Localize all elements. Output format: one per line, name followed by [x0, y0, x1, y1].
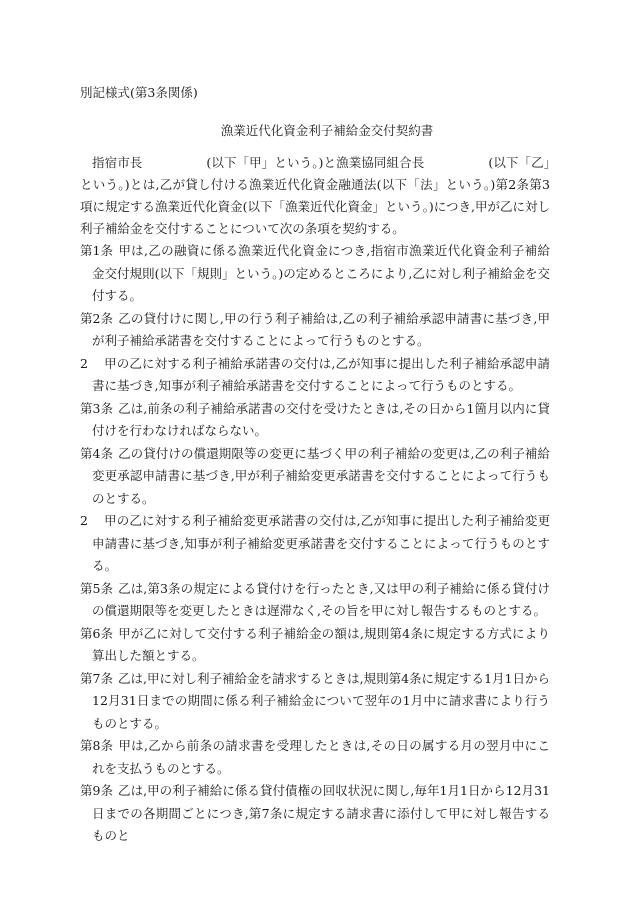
party-a-name: 指宿市長 — [92, 155, 143, 170]
article-number: 第7条 — [80, 670, 113, 686]
contract-body — [80, 152, 550, 848]
article-list — [80, 240, 550, 848]
preamble-mid-text: (以下「甲」という。)と漁業協同組合長 — [206, 155, 425, 170]
article-text: 甲の乙に対する利子補給承諾書の交付は,乙が知事に提出した利子補給承認申請書に基づき,知事が利子補給承諾書を交付することによって行うものとする。 — [92, 355, 550, 393]
article-paragraph — [80, 398, 550, 443]
form-label: 別記様式(第3条関係) — [80, 85, 198, 100]
article-paragraph — [80, 780, 550, 848]
article-text: 乙は,前条の利子補給承諾書の交付を受けたときは,その日から1箇月以内に貸付けを行わなければならない。 — [92, 400, 550, 438]
article-number: 第6条 — [80, 625, 113, 641]
article-number: 第9条 — [80, 783, 113, 798]
article-paragraph — [80, 308, 550, 353]
article-paragraph — [80, 623, 550, 668]
article-text: 乙は,第3条の規定による貸付けを行ったとき,又は甲の利子補給に係る貸付けの償還期限等を変更したときは遅滞なく,その旨を甲に対し報告するものとする。 — [92, 580, 550, 618]
article-text: 乙は,甲の利子補給に係る貸付債権の回収状況に関し,毎年1月1日から12月31日までの各期間ごとにつき,第7条に規定する請求書に添付して甲に対し報告するものと — [92, 783, 550, 843]
article-text: 甲は,乙の融資に係る漁業近代化資金につき,指宿市漁業近代化資金利子補給金交付規則(以下「規則」という。)の定めるところにより,乙に対し利子補給金を交付する。 — [92, 243, 550, 303]
article-text: 乙の貸付けの償還期限等の変更に基づく甲の利子補給の変更は,乙の利子補給変更承認申請書に基づき,甲が利子補給変更承諾書を交付することによって行うものとする。 — [92, 445, 550, 506]
article-paragraph — [80, 443, 550, 511]
article-number: 2 — [80, 355, 88, 371]
article-text: 乙の貸付けに関し,甲の行う利子補給は,乙の利子補給承認申請書に基づき,甲が利子補給承諾書を交付することによって行うものとする。 — [92, 310, 550, 348]
article-number: 第1条 — [80, 243, 113, 258]
article-sub-paragraph — [80, 353, 550, 398]
article-number: 2 — [80, 513, 88, 528]
article-number: 第8条 — [80, 738, 113, 753]
preamble-rest-text: (以下「乙」という。)とは,乙が貸し付ける漁業近代化資金融通法(以下「法」という。)第2条第3項に規定する漁業近代化資金(以下「漁業近代化資金」という。)につき,甲が乙に対し利子補給金を交付することについて次の条項を契約する。 — [80, 155, 550, 236]
article-number: 第4条 — [80, 445, 113, 461]
article-number: 第3条 — [80, 400, 113, 416]
article-text: 乙は,甲に対し利子補給金を請求するときは,規則第4条に規定する1月1日から12月31日までの期間に係る利子補給金について翌年の1月中に請求書により行うものとする。 — [92, 670, 550, 731]
article-paragraph — [80, 240, 550, 308]
article-paragraph — [80, 578, 550, 623]
preamble-paragraph — [80, 152, 550, 240]
article-text: 甲は,乙から前条の請求書を受理したときは,その日の属する月の翌月中にこれを支払うものとする。 — [92, 738, 550, 776]
document-title: 漁業近代化資金利子補給金交付契約書 — [220, 123, 434, 138]
article-paragraph — [80, 735, 550, 780]
article-paragraph — [80, 668, 550, 736]
article-text: 甲の乙に対する利子補給変更承諾書の交付は,乙が知事に提出した利子補給変更申請書に基づき,知事が利子補給変更承諾書を交付することによって行うものとする。 — [92, 513, 550, 573]
article-sub-paragraph — [80, 510, 550, 578]
article-number: 第2条 — [80, 310, 113, 326]
article-number: 第5条 — [80, 580, 113, 596]
article-text: 甲が乙に対して交付する利子補給金の額は,規則第4条に規定する方式により算出した額とする。 — [92, 625, 550, 663]
